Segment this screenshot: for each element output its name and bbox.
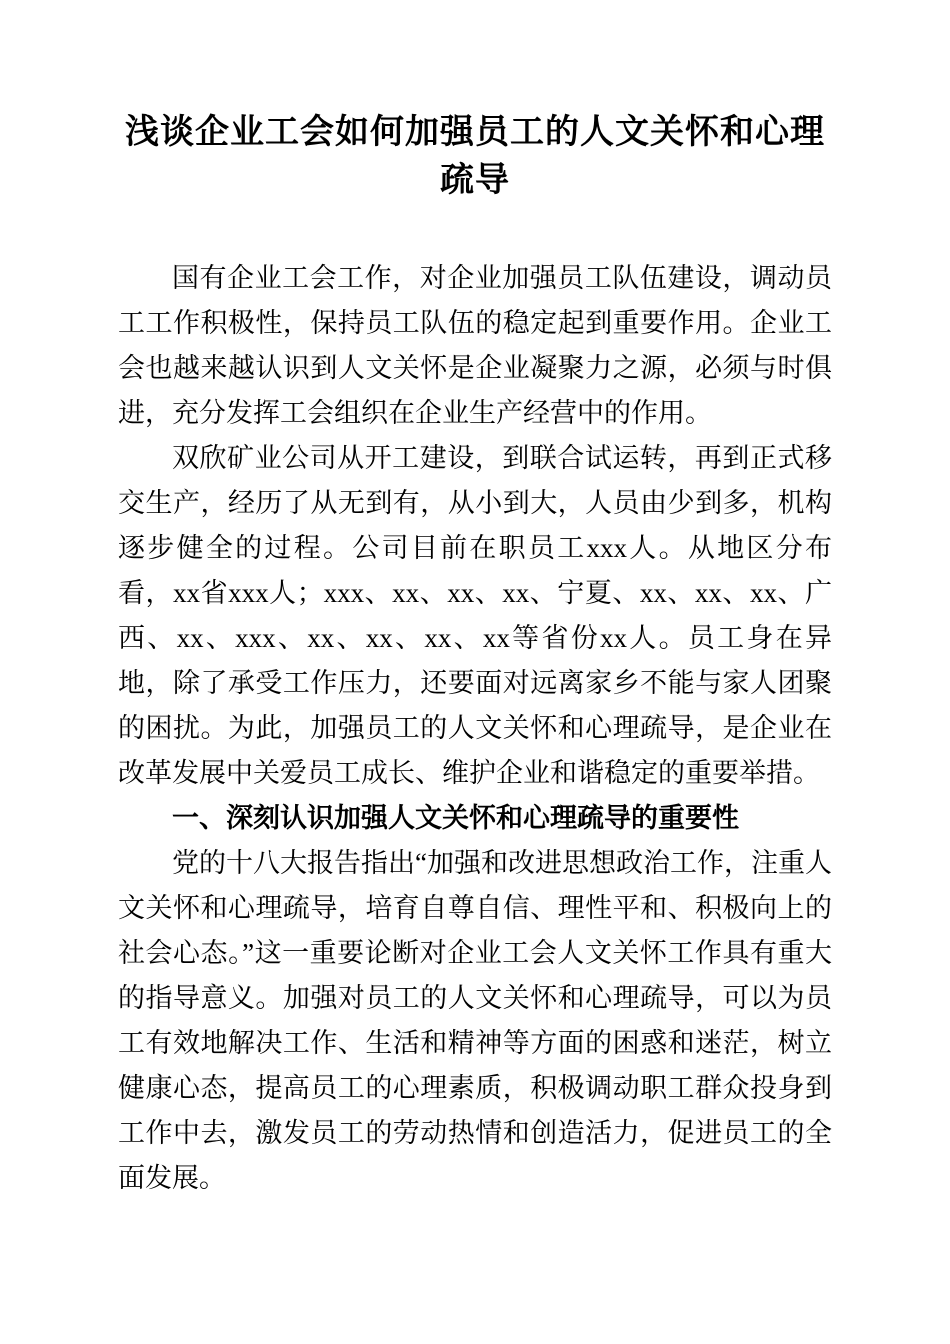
paragraph: 双欣矿业公司从开工建设，到联合试运转，再到正式移交生产，经历了从无到有，从小到大，人员由少到多，机构逐步健全的过程。公司目前在职员工xxx人。从地区分布看，xx省xxx人；xxx、xx、xx、xx、宁夏、xx、xx、xx、广西、xx、xxx、xx、xx、xx、xx等省份xx人。员工身在异地，除了承受工作压力，还要面对远离家乡不能与家人团聚的困扰。为此，加强员工的人文关怀和心理疏导，是企业在改革发展中关爱员工成长、维护企业和谐稳定的重要举措。 — [118, 443, 832, 788]
document-body — [118, 256, 832, 1201]
paragraph: 党的十八大报告指出“加强和改进思想政治工作，注重人文关怀和心理疏导，培育自尊自信、理性平和、积极向上的社会心态。”这一重要论断对企业工会人文关怀工作具有重大的指导意义。加强对员工的人文关怀和心理疏导，可以为员工有效地解决工作、生活和精神等方面的困惑和迷茫，树立健康心态，提高员工的心理素质，积极调动职工群众投身到工作中去，激发员工的劳动热情和创造活力，促进员工的全面发展。 — [118, 848, 832, 1193]
document-title: 浅谈企业工会如何加强员工的人文关怀和心理疏导 — [125, 113, 825, 199]
paragraph: 国有企业工会工作，对企业加强员工队伍建设，调动员工工作积极性，保持员工队伍的稳定起到重要作用。企业工会也越来越认识到人文关怀是企业凝聚力之源，必须与时俱进，充分发挥工会组织在企业生产经营中的作用。 — [118, 263, 832, 428]
section-heading: 一、深刻认识加强人文关怀和心理疏导的重要性 — [172, 803, 739, 833]
